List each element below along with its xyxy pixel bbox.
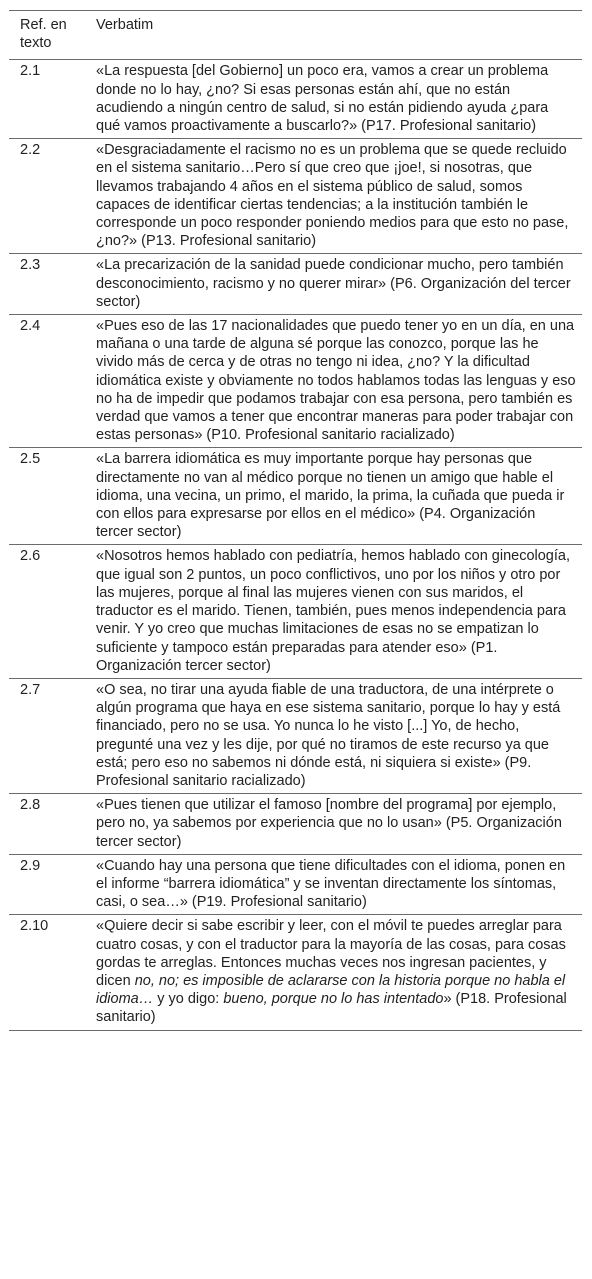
table-row: [9, 794, 582, 855]
verbatim-italic-segment: bueno, porque no lo has intentado: [223, 991, 444, 1008]
table-row: [9, 315, 582, 448]
table-row: [9, 545, 582, 678]
table-row: [9, 139, 582, 254]
ref-cell: 2.4: [20, 318, 41, 335]
verbatim-cell: [96, 315, 582, 448]
verbatim-cell: [96, 915, 582, 1030]
ref-cell: 2.5: [20, 451, 41, 468]
verbatim-text-segment: «Desgraciadamente el racismo no es un problema que se quede recluido en el sistema sanitario…Pero sí que creo que ¡joe!, si nosotras, que llevamos trabajando 4 años en el sistema público de salud, somos capaces de identificar ciertas tendencias; a la institución también le corresponde un poco responder poniendo medios para que esto no pase, ¿no?» (P13. Profesional sanitario): [96, 142, 569, 250]
ref-cell: 2.10: [20, 918, 49, 935]
ref-cell: 2.9: [20, 857, 41, 874]
table-body: [9, 60, 582, 1030]
verbatim-text-segment: «Cuando hay una persona que tiene dificultades con el idioma, ponen en el informe “barrera idiomática” y se inventan directamente los síntomas, casi, o sea…» (P19. Profesional sanitario): [96, 857, 566, 911]
table-row: [9, 915, 582, 1030]
verbatim-text-segment: «Quiere decir si sabe escribir y leer, con el móvil te puedes arreglar para cuatro cosas, y con el traductor para la mayoría de las cosas, para cosas gordas te arreglas. Entonces muchas veces nos ingresan pacientes, y dicen: [96, 918, 566, 989]
ref-cell: 2.6: [20, 548, 41, 565]
table-row: [9, 254, 582, 315]
verbatim-text-segment: «Pues tienen que utilizar el famoso [nombre del programa] por ejemplo, pero no, ya sabemos por experiencia que no lo usan» (P5. Organización tercer sector): [96, 797, 562, 850]
table-row: [9, 448, 582, 545]
table-row: [9, 854, 582, 915]
verbatim-text-segment: «La precarización de la sanidad puede condicionar mucho, pero también desconocimiento, racismo y no querer mirar» (P6. Organización del tercer sector): [96, 257, 571, 310]
table-header-row: [9, 11, 582, 60]
verbatim-text-segment: «O sea, no tirar una ayuda fiable de una traductora, de una intérprete o algún programa que haya en ese sistema sanitario, porque lo hay y está financiado, pero no se usa. Yo nunca lo he visto [...] Yo, de hecho, pregunté una vez y les dije, por qué no tiramos de este recurso ya que está; pero eso no sabemos ni dónde está, ni siquiera si existe» (P9. Profesional sanitario racializado): [96, 681, 561, 789]
table-row: [9, 60, 582, 139]
verbatim-cell: [96, 545, 582, 678]
verbatim-cell: [96, 448, 582, 545]
ref-cell: 2.1: [20, 63, 41, 80]
ref-cell: 2.3: [20, 257, 41, 274]
ref-cell: 2.2: [20, 142, 41, 159]
table-row: [9, 678, 582, 793]
verbatim-cell: [96, 254, 582, 315]
verbatim-text-segment: «La respuesta [del Gobierno] un poco era, vamos a crear un problema donde no lo hay, ¿no? Si esas personas están ahí, que no están acudiendo a ningún centro de salud, si no están pidiendo ayuda ¿para qué vamos proactivamente a buscarlo?» (P17. Profesional sanitario): [96, 63, 549, 135]
verbatim-italic-segment: no, no; es imposible de aclararse con la historia porque no habla el idioma…: [96, 972, 566, 1008]
verbatim-text-segment: «Pues eso de las 17 nacionalidades que puedo tener yo en un día, en una mañana o una tarde de alguna sé porque las conozco, porque las he vivido más de cerca y de otras no tengo ni idea, ¿no? Y la dificultad idiomática existe y obviamente no todos hablamos todas las lenguas y eso no ha de impedir que podamos trabajar con esa persona, pero también es verdad que vamos a tener que encontrar maneras para poder trabajar con estas personas» (P10. Profesional sanitario racializado): [96, 318, 576, 444]
verbatim-table: [9, 10, 582, 1031]
header-verbatim: Verbatim: [96, 17, 154, 33]
verbatim-cell: [96, 678, 582, 793]
verbatim-cell: [96, 794, 582, 855]
verbatim-cell: [96, 60, 582, 139]
header-ref: Ref. en texto: [20, 17, 67, 52]
ref-cell: 2.8: [20, 797, 41, 814]
verbatim-text-segment: y yo digo:: [153, 991, 224, 1008]
verbatim-cell: [96, 854, 582, 915]
verbatim-cell: [96, 139, 582, 254]
verbatim-text-segment: «La barrera idiomática es muy importante porque hay personas que directamente no van al médico porque no tienen un amigo que hable el idioma, una vecina, un primo, el marido, la prima, la cuñada que pueda ir con ellos para expresarse por ellos en el médico» (P4. Organización tercer sector): [96, 451, 565, 541]
ref-cell: 2.7: [20, 681, 41, 698]
verbatim-text-segment: » (P18. Profesional sanitario): [96, 991, 567, 1026]
verbatim-text-segment: «Nosotros hemos hablado con pediatría, hemos hablado con ginecología, que igual son 2 puntos, un poco conflictivos, uno por los niños y otro por las mujeres, porque al final las mujeres vienen con sus maridos, el traductor es el marido. Tienen, también, pues menos independencia para venir. Y yo creo que muchas limitaciones de esas no se empatizan lo suficiente y tampoco están preparadas para atender eso» (P1. Organización tercer sector): [96, 548, 570, 674]
